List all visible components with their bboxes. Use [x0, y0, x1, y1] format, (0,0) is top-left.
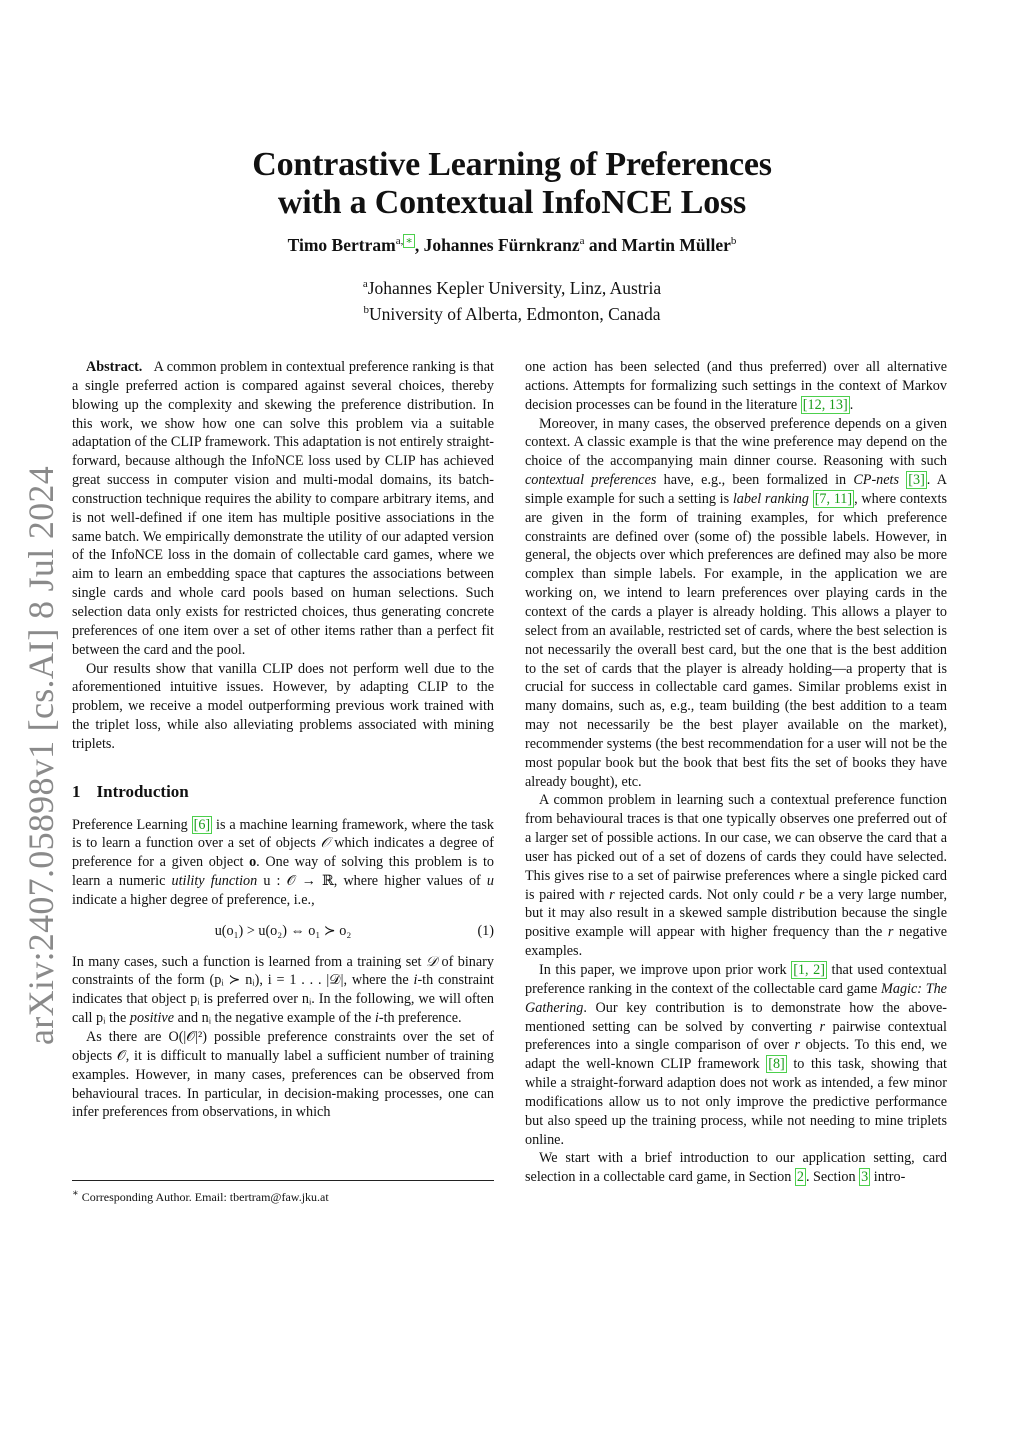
emphasis-utility-function: utility function	[171, 873, 258, 890]
right-paragraph-2: Moreover, in many cases, the observed preference depends on a given context. A classic example is that the wine preference may depend on the choice of the accompanying main dinner course. Reasoning with such contextual preferences have, e.g., been formalized in CP-nets [3] . A simple example for such a setting is label ranking [7, 11] , where contexts are given in the form of training examples, for which preference constraints are defined over (some of) the possible labels. However, in general, the objects over which preferences are defined may also be more complex than simple labels. For example, in the application we are working on, we intend to learn preferences over playing cards in the context of the cards a player is already holding. This allows a player to select from an available, restricted set of cards, where the best selection is not necessarily the overall best card, but the one that is the best addition to the set of cards that the player is already holding—a property that is crucial for success in collectable card games. Similar problems exist in many domains, such as, e.g., team building (the best addition to a team may not necessarily be the best player available on the market), recommender systems (the best recommendation for a user will not be the most popular book but the book that best fits the set of books they have already bought), etc.	[525, 415, 948, 790]
affiliation-a	[0, 273, 1024, 299]
section-link[interactable]: 2	[796, 1169, 804, 1186]
emphasis-label-ranking: label ranking	[732, 490, 809, 507]
intro-paragraph-3: As there are O(|𝒪|²) possible preference constraints over the set of objects 𝒪, it is difficult to manually label a sufficient number of training examples. However, in many cases, preferences can be observed from behavioural traces. In particular, in decision-making processes, one can infer preferences from observations, in which	[72, 1029, 494, 1121]
abstract-paragraph-2: Our results show that vanilla CLIP does not perform well due to the aforementioned intuitive issues. However, by adapting CLIP to the problem, we receive a model outperforming previous work trained with the triplet loss, while also alleviating problems associated with mining triplets.	[72, 660, 494, 752]
citation-link[interactable]: [7, 11]	[814, 490, 853, 507]
author-separator: and	[584, 234, 622, 255]
affiliation-b-mark: b	[363, 303, 369, 316]
left-column	[72, 358, 494, 1122]
citation-link[interactable]: [12, 13]	[802, 396, 848, 413]
right-paragraph-4: In this paper, we improve upon prior work [1, 2] that used contextual preference ranking in the context of the collectable card game Magic: The Gathering. Our key contribution is to demonstrate how the above-mentioned setting can be solved by converting r pairwise contextual preferences into a single comparison of over r objects. To this end, we adapt the well-known CLIP framework [8] to this task, showing that while a straight-forward adaption does not work as intended, a few minor modifications allow us to not only improve the predictive performance but also speed up the training process, while not needing to mine triplets online.	[525, 962, 948, 1148]
affiliation-a-text: Johannes Kepler University, Linz, Austria	[367, 277, 662, 298]
arxiv-identifier: arXiv:2407.05898v1 [cs.AI] 8 Jul 2024	[21, 465, 61, 1045]
right-column	[525, 358, 947, 1187]
footnote-rule	[72, 1180, 494, 1181]
section-link[interactable]: 3	[861, 1169, 869, 1186]
abstract-heading: Abstract.	[86, 359, 143, 375]
citation-link[interactable]: [1, 2]	[793, 962, 825, 978]
title-line-2: with a Contextual InfoNCE Loss	[277, 184, 747, 221]
author-list	[0, 234, 1024, 256]
affiliations	[0, 273, 1024, 325]
corresponding-author-link[interactable]: ∗	[405, 235, 413, 247]
citation-link[interactable]: [8]	[768, 1056, 785, 1073]
section-title: Introduction	[96, 781, 189, 801]
author-3-affil: b	[730, 235, 737, 247]
footnote-text: Corresponding Author. Email: tbertram@faw.jku.at	[78, 1190, 329, 1204]
equation-number: (1)	[477, 922, 494, 939]
right-paragraph-1: one action has been selected (and thus preferred) over all alternative actions. Attempts for formalizing such settings in the context of Markov decision processes can be found in the literature [12, 13] .	[525, 359, 947, 413]
citation-link[interactable]: [6]	[193, 816, 211, 833]
emphasis-cp-nets: CP-nets	[853, 472, 900, 489]
footnote	[72, 1186, 502, 1205]
right-paragraph-5: We start with a brief introduction to our application setting, card selection in a collectable card game, in Section 2 . Section 3 intro-	[525, 1150, 947, 1186]
title-line-1: Contrastive Learning of Preferences	[252, 146, 772, 183]
math-O: 𝒪	[320, 835, 330, 852]
emphasis-magic-the-gathering: Magic: The Gathering	[525, 980, 947, 1016]
section-heading-introduction	[72, 783, 494, 802]
math-o: o	[249, 854, 257, 871]
author-1-affil: a,	[395, 235, 404, 247]
section-number: 1	[72, 781, 81, 801]
paper-title	[0, 146, 1024, 222]
citation-link[interactable]: [3]	[908, 472, 925, 489]
equation-1	[72, 922, 494, 941]
author-1: Timo Bertram	[287, 234, 396, 255]
affiliation-b	[0, 299, 1024, 325]
right-paragraph-3: A common problem in learning such a contextual preference function from behavioural traces is that one typically observes one preferred out of a larger set of possible actions. In our case, we can observe the card that a user has picked out of a set of dozens of cards they could have selected. This gives rise to a set of pairwise preferences where a single picked card is paired with r rejected cards. Not only could r be a very large number, but it may also result in a skewed sample distribution because the single positive example will appear with higher frequency than the r negative examples.	[525, 792, 948, 960]
author-2-affil: a	[579, 235, 585, 247]
affiliation-a-mark: a	[362, 278, 368, 290]
author-separator: ,	[414, 234, 424, 255]
abstract-text-1: A common problem in contextual preference ranking is that a single preferred action is compared against several choices, thereby blowing up the complexity and skewing the preference distribution. In this work, we show how one can solve this problem via a suitable adaptation of the CLIP framework. This adaptation is not entirely straight-forward, because although the InfoNCE loss used by CLIP has achieved great success in computer vision and multi-modal domains, its batch-construction technique requires the ability to compare arbitrary items, and is not well-defined if one item has multiple positive associations in the same batch. We empirically demonstrate the utility of our adapted version of the InfoNCE loss in the domain of collectable card games, where we aim to learn an embedding space that captures the associations between single cards and whole card pools based on human selections. Such selection data only exists for restricted choices, thus generating concrete preferences of one item over a set of other items rather than a perfect fit between the card and the pool.	[72, 359, 495, 658]
author-2: Johannes Fürnkranz	[423, 234, 580, 255]
emphasis-contextual-preferences: contextual preferences	[525, 472, 657, 489]
abstract-paragraph-1	[72, 358, 494, 660]
equation-body: u(o₁) > u(o₂) ⇔ o₁ ≻ o₂	[214, 922, 352, 939]
author-3: Martin Müller	[621, 234, 731, 255]
footnote-mark: ∗	[72, 1188, 79, 1199]
intro-paragraph-1: Preference Learning [6] is a machine learning framework, where the task is to learn a function over a set of objects 𝒪 which indicates a degree of preference for a given object o. One way of solving this problem is to learn a numeric utility function u : 𝒪 → ℝ, where higher values of u indicate a higher degree of preference, i.e.,	[72, 816, 494, 908]
affiliation-b-text: University of Alberta, Edmonton, Canada	[368, 303, 661, 324]
emphasis-positive: positive	[129, 1010, 175, 1027]
intro-paragraph-2: In many cases, such a function is learned from a training set 𝒟 of binary constraints of the form (pᵢ ≻ nᵢ), i = 1 . . . |𝒟|, where the i-th constraint indicates that object pᵢ is preferred over nᵢ. In the following, we will often call pᵢ the positive and nᵢ the negative example of the i-th preference.	[72, 953, 494, 1027]
